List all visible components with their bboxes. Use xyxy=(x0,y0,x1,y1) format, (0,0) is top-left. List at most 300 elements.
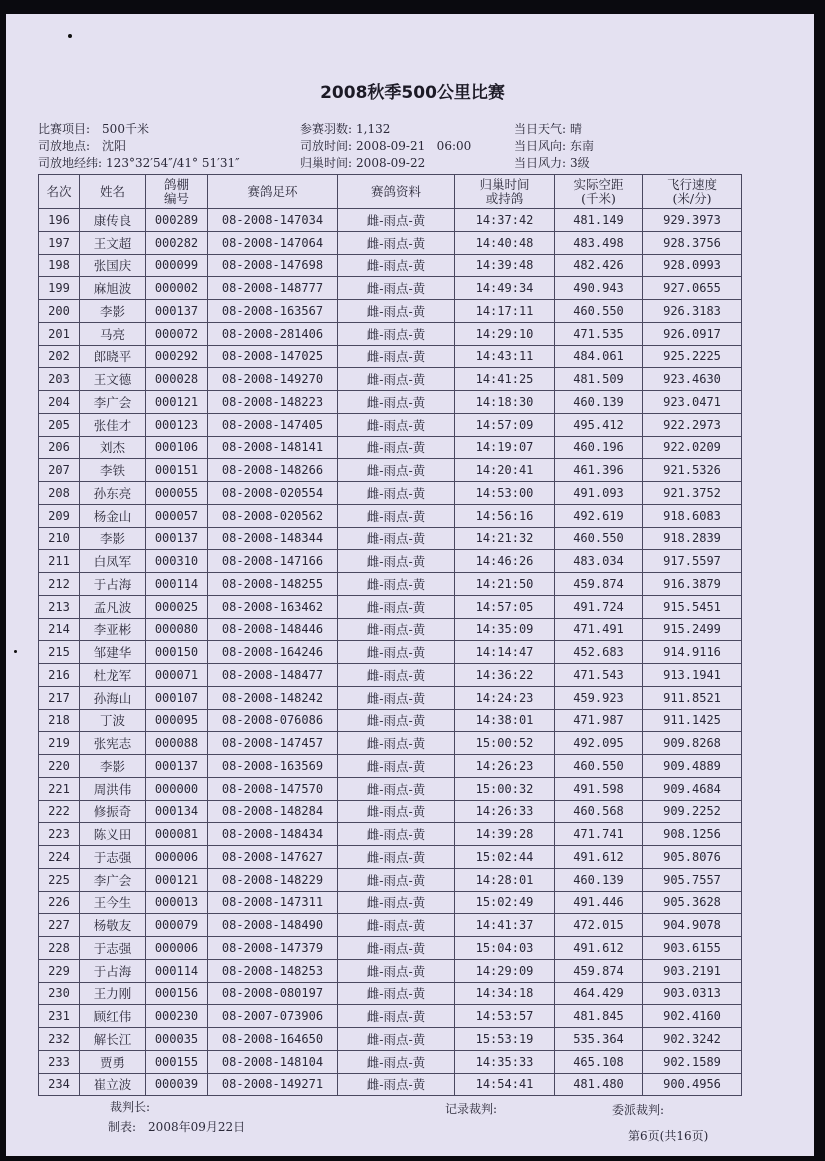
footer-referee: 裁判长: xyxy=(110,1100,151,1114)
scan-speck xyxy=(68,34,72,38)
table-row xyxy=(39,846,742,869)
cell-loft: 000028 xyxy=(146,368,208,391)
cell-loft: 000289 xyxy=(146,209,208,232)
cell-distance: 471.535 xyxy=(555,322,643,345)
cell-distance: 483.498 xyxy=(555,231,643,254)
cell-loft: 000057 xyxy=(146,504,208,527)
cell-speed: 903.0313 xyxy=(643,982,742,1005)
cell-rank: 219 xyxy=(39,732,80,755)
cell-name: 张佳才 xyxy=(80,413,146,436)
info-wind-force xyxy=(514,156,590,170)
cell-return-time: 14:29:09 xyxy=(455,959,555,982)
cell-name: 王文德 xyxy=(80,368,146,391)
cell-pigeon-info: 雌-雨点-黄 xyxy=(338,550,455,573)
cell-speed: 914.9116 xyxy=(643,641,742,664)
cell-speed: 911.8521 xyxy=(643,686,742,709)
cell-name: 陈义田 xyxy=(80,823,146,846)
cell-loft: 000310 xyxy=(146,550,208,573)
cell-return-time: 14:37:42 xyxy=(455,209,555,232)
cell-rank: 209 xyxy=(39,504,80,527)
cell-name: 马亮 xyxy=(80,322,146,345)
cell-pigeon-info: 雌-雨点-黄 xyxy=(338,868,455,891)
cell-ring: 08-2007-073906 xyxy=(208,1005,338,1028)
cell-speed: 916.3879 xyxy=(643,573,742,596)
cell-return-time: 14:19:07 xyxy=(455,436,555,459)
cell-rank: 213 xyxy=(39,595,80,618)
results-table xyxy=(38,174,742,1096)
cell-pigeon-info: 雌-雨点-黄 xyxy=(338,664,455,687)
cell-distance: 459.874 xyxy=(555,573,643,596)
table-row xyxy=(39,254,742,277)
cell-distance: 535.364 xyxy=(555,1028,643,1051)
cell-speed: 902.1589 xyxy=(643,1050,742,1073)
cell-pigeon-info: 雌-雨点-黄 xyxy=(338,573,455,596)
cell-ring: 08-2008-148141 xyxy=(208,436,338,459)
info-value: 123°32′54″/41° 51′31″ xyxy=(106,156,240,170)
cell-speed: 911.1425 xyxy=(643,709,742,732)
cell-rank: 214 xyxy=(39,618,80,641)
table-row xyxy=(39,914,742,937)
cell-ring: 08-2008-148229 xyxy=(208,868,338,891)
cell-return-time: 14:18:30 xyxy=(455,391,555,414)
cell-distance: 460.550 xyxy=(555,755,643,778)
table-row xyxy=(39,937,742,960)
cell-loft: 000013 xyxy=(146,891,208,914)
cell-loft: 000121 xyxy=(146,868,208,891)
cell-speed: 905.7557 xyxy=(643,868,742,891)
cell-name: 张国庆 xyxy=(80,254,146,277)
cell-name: 于志强 xyxy=(80,846,146,869)
cell-pigeon-info: 雌-雨点-黄 xyxy=(338,732,455,755)
cell-speed: 908.1256 xyxy=(643,823,742,846)
table-row xyxy=(39,300,742,323)
cell-return-time: 14:53:57 xyxy=(455,1005,555,1028)
cell-return-time: 14:57:09 xyxy=(455,413,555,436)
cell-pigeon-info: 雌-雨点-黄 xyxy=(338,368,455,391)
cell-speed: 927.0655 xyxy=(643,277,742,300)
cell-pigeon-info: 雌-雨点-黄 xyxy=(338,595,455,618)
cell-speed: 918.2839 xyxy=(643,527,742,550)
cell-speed: 925.2225 xyxy=(643,345,742,368)
cell-pigeon-info: 雌-雨点-黄 xyxy=(338,1050,455,1073)
cell-speed: 929.3973 xyxy=(643,209,742,232)
table-row xyxy=(39,732,742,755)
info-label: 司放时间: xyxy=(300,139,353,153)
cell-return-time: 14:39:28 xyxy=(455,823,555,846)
cell-rank: 233 xyxy=(39,1050,80,1073)
cell-distance: 492.095 xyxy=(555,732,643,755)
cell-ring: 08-2008-080197 xyxy=(208,982,338,1005)
cell-speed: 915.5451 xyxy=(643,595,742,618)
cell-distance: 471.741 xyxy=(555,823,643,846)
cell-loft: 000137 xyxy=(146,755,208,778)
info-label: 当日风力: xyxy=(514,156,567,170)
cell-return-time: 14:24:23 xyxy=(455,686,555,709)
cell-return-time: 14:14:47 xyxy=(455,641,555,664)
cell-pigeon-info: 雌-雨点-黄 xyxy=(338,641,455,664)
cell-return-time: 14:41:25 xyxy=(455,368,555,391)
cell-return-time: 14:20:41 xyxy=(455,459,555,482)
cell-rank: 217 xyxy=(39,686,80,709)
cell-pigeon-info: 雌-雨点-黄 xyxy=(338,277,455,300)
cell-distance: 460.550 xyxy=(555,527,643,550)
cell-rank: 222 xyxy=(39,800,80,823)
cell-distance: 459.923 xyxy=(555,686,643,709)
cell-ring: 08-2008-147166 xyxy=(208,550,338,573)
cell-ring: 08-2008-281406 xyxy=(208,322,338,345)
cell-return-time: 15:04:03 xyxy=(455,937,555,960)
cell-rank: 227 xyxy=(39,914,80,937)
cell-distance: 491.598 xyxy=(555,777,643,800)
cell-speed: 921.3752 xyxy=(643,482,742,505)
cell-distance: 481.149 xyxy=(555,209,643,232)
cell-speed: 904.9078 xyxy=(643,914,742,937)
cell-loft: 000072 xyxy=(146,322,208,345)
cell-loft: 000134 xyxy=(146,800,208,823)
cell-loft: 000000 xyxy=(146,777,208,800)
cell-ring: 08-2008-149270 xyxy=(208,368,338,391)
cell-ring: 08-2008-164650 xyxy=(208,1028,338,1051)
cell-name: 李影 xyxy=(80,755,146,778)
table-row xyxy=(39,550,742,573)
cell-distance: 491.612 xyxy=(555,846,643,869)
cell-rank: 231 xyxy=(39,1005,80,1028)
cell-ring: 08-2008-163567 xyxy=(208,300,338,323)
cell-ring: 08-2008-148477 xyxy=(208,664,338,687)
cell-name: 杨敬友 xyxy=(80,914,146,937)
cell-loft: 000039 xyxy=(146,1073,208,1096)
cell-distance: 482.426 xyxy=(555,254,643,277)
cell-name: 刘杰 xyxy=(80,436,146,459)
cell-rank: 206 xyxy=(39,436,80,459)
cell-ring: 08-2008-148104 xyxy=(208,1050,338,1073)
cell-ring: 08-2008-020562 xyxy=(208,504,338,527)
cell-loft: 000081 xyxy=(146,823,208,846)
table-row xyxy=(39,641,742,664)
cell-distance: 471.543 xyxy=(555,664,643,687)
cell-pigeon-info: 雌-雨点-黄 xyxy=(338,209,455,232)
cell-ring: 08-2008-164246 xyxy=(208,641,338,664)
cell-speed: 903.6155 xyxy=(643,937,742,960)
cell-pigeon-info: 雌-雨点-黄 xyxy=(338,231,455,254)
cell-distance: 461.396 xyxy=(555,459,643,482)
cell-loft: 000107 xyxy=(146,686,208,709)
table-row xyxy=(39,800,742,823)
info-entries xyxy=(300,122,390,136)
cell-return-time: 14:21:32 xyxy=(455,527,555,550)
table-row xyxy=(39,595,742,618)
info-value: 2008-09-21 06:00 xyxy=(356,139,472,153)
cell-loft: 000151 xyxy=(146,459,208,482)
cell-rank: 210 xyxy=(39,527,80,550)
cell-ring: 08-2008-148255 xyxy=(208,573,338,596)
info-release-place xyxy=(38,139,126,153)
cell-ring: 08-2008-163462 xyxy=(208,595,338,618)
cell-name: 杨金山 xyxy=(80,504,146,527)
cell-pigeon-info: 雌-雨点-黄 xyxy=(338,914,455,937)
page-number: 第6页(共16页) xyxy=(628,1129,709,1143)
cell-speed: 909.2252 xyxy=(643,800,742,823)
cell-distance: 484.061 xyxy=(555,345,643,368)
cell-pigeon-info: 雌-雨点-黄 xyxy=(338,686,455,709)
info-value: 晴 xyxy=(570,122,583,136)
cell-pigeon-info: 雌-雨点-黄 xyxy=(338,254,455,277)
cell-distance: 490.943 xyxy=(555,277,643,300)
cell-name: 李亚彬 xyxy=(80,618,146,641)
cell-return-time: 14:34:18 xyxy=(455,982,555,1005)
cell-ring: 08-2008-149271 xyxy=(208,1073,338,1096)
cell-return-time: 14:29:10 xyxy=(455,322,555,345)
table-row xyxy=(39,413,742,436)
cell-distance: 460.139 xyxy=(555,391,643,414)
cell-rank: 223 xyxy=(39,823,80,846)
cell-return-time: 14:17:11 xyxy=(455,300,555,323)
cell-speed: 905.8076 xyxy=(643,846,742,869)
col-time-header: 归巢时间 或持鸽 xyxy=(455,175,555,209)
cell-distance: 472.015 xyxy=(555,914,643,937)
cell-return-time: 14:41:37 xyxy=(455,914,555,937)
cell-return-time: 14:43:11 xyxy=(455,345,555,368)
cell-return-time: 14:38:01 xyxy=(455,709,555,732)
cell-name: 于志强 xyxy=(80,937,146,960)
cell-rank: 212 xyxy=(39,573,80,596)
cell-speed: 909.4684 xyxy=(643,777,742,800)
cell-loft: 000230 xyxy=(146,1005,208,1028)
cell-name: 贾勇 xyxy=(80,1050,146,1073)
footer-record-referee: 记录裁判: xyxy=(445,1102,498,1116)
cell-rank: 218 xyxy=(39,709,80,732)
cell-return-time: 14:39:48 xyxy=(455,254,555,277)
cell-loft: 000292 xyxy=(146,345,208,368)
cell-speed: 928.0993 xyxy=(643,254,742,277)
cell-ring: 08-2008-148266 xyxy=(208,459,338,482)
info-return-time xyxy=(300,156,425,170)
cell-distance: 471.987 xyxy=(555,709,643,732)
cell-rank: 216 xyxy=(39,664,80,687)
cell-pigeon-info: 雌-雨点-黄 xyxy=(338,709,455,732)
cell-ring: 08-2008-148434 xyxy=(208,823,338,846)
cell-name: 于占海 xyxy=(80,959,146,982)
info-value: 1,132 xyxy=(356,122,391,136)
table-row xyxy=(39,368,742,391)
col-ring-header: 赛鸽足环 xyxy=(208,175,338,209)
info-project xyxy=(38,122,149,136)
cell-speed: 918.6083 xyxy=(643,504,742,527)
cell-loft: 000071 xyxy=(146,664,208,687)
cell-return-time: 15:02:44 xyxy=(455,846,555,869)
cell-speed: 909.8268 xyxy=(643,732,742,755)
cell-rank: 198 xyxy=(39,254,80,277)
cell-loft: 000080 xyxy=(146,618,208,641)
cell-loft: 000282 xyxy=(146,231,208,254)
footer-prepared-label: 制表: xyxy=(108,1120,137,1134)
cell-speed: 913.1941 xyxy=(643,664,742,687)
table-row xyxy=(39,982,742,1005)
cell-ring: 08-2008-147405 xyxy=(208,413,338,436)
cell-pigeon-info: 雌-雨点-黄 xyxy=(338,1005,455,1028)
cell-return-time: 14:21:50 xyxy=(455,573,555,596)
cell-name: 李影 xyxy=(80,300,146,323)
cell-name: 周洪伟 xyxy=(80,777,146,800)
cell-return-time: 14:53:00 xyxy=(455,482,555,505)
cell-pigeon-info: 雌-雨点-黄 xyxy=(338,391,455,414)
cell-distance: 491.446 xyxy=(555,891,643,914)
cell-pigeon-info: 雌-雨点-黄 xyxy=(338,891,455,914)
cell-name: 王力刚 xyxy=(80,982,146,1005)
cell-loft: 000155 xyxy=(146,1050,208,1073)
table-row xyxy=(39,231,742,254)
cell-distance: 491.724 xyxy=(555,595,643,618)
cell-pigeon-info: 雌-雨点-黄 xyxy=(338,436,455,459)
cell-name: 王今生 xyxy=(80,891,146,914)
cell-ring: 08-2008-147034 xyxy=(208,209,338,232)
cell-name: 崔立波 xyxy=(80,1073,146,1096)
cell-name: 孟凡波 xyxy=(80,595,146,618)
cell-ring: 08-2008-020554 xyxy=(208,482,338,505)
cell-return-time: 14:36:22 xyxy=(455,664,555,687)
cell-speed: 905.3628 xyxy=(643,891,742,914)
info-label: 当日风向: xyxy=(514,139,567,153)
cell-name: 杜龙军 xyxy=(80,664,146,687)
cell-distance: 491.612 xyxy=(555,937,643,960)
cell-name: 郎晓平 xyxy=(80,345,146,368)
cell-pigeon-info: 雌-雨点-黄 xyxy=(338,300,455,323)
cell-name: 孙东亮 xyxy=(80,482,146,505)
cell-name: 邹建华 xyxy=(80,641,146,664)
cell-speed: 909.4889 xyxy=(643,755,742,778)
table-row xyxy=(39,709,742,732)
cell-name: 顾红伟 xyxy=(80,1005,146,1028)
cell-pigeon-info: 雌-雨点-黄 xyxy=(338,755,455,778)
col-rank-header: 名次 xyxy=(39,175,80,209)
info-coords xyxy=(38,156,240,170)
cell-name: 白凤军 xyxy=(80,550,146,573)
cell-distance: 460.568 xyxy=(555,800,643,823)
table-row xyxy=(39,823,742,846)
cell-rank: 208 xyxy=(39,482,80,505)
cell-distance: 471.491 xyxy=(555,618,643,641)
table-row xyxy=(39,755,742,778)
cell-loft: 000106 xyxy=(146,436,208,459)
cell-name: 康传良 xyxy=(80,209,146,232)
cell-pigeon-info: 雌-雨点-黄 xyxy=(338,846,455,869)
cell-return-time: 14:35:09 xyxy=(455,618,555,641)
cell-rank: 199 xyxy=(39,277,80,300)
page-title: 2008秋季500公里比赛 xyxy=(320,83,505,103)
cell-loft: 000025 xyxy=(146,595,208,618)
cell-return-time: 14:57:05 xyxy=(455,595,555,618)
table-row xyxy=(39,868,742,891)
cell-pigeon-info: 雌-雨点-黄 xyxy=(338,937,455,960)
cell-speed: 922.0209 xyxy=(643,436,742,459)
info-release-time xyxy=(300,139,471,153)
cell-ring: 08-2008-148777 xyxy=(208,277,338,300)
cell-loft: 000006 xyxy=(146,937,208,960)
cell-ring: 08-2008-076086 xyxy=(208,709,338,732)
cell-speed: 917.5597 xyxy=(643,550,742,573)
cell-rank: 230 xyxy=(39,982,80,1005)
footer-prepared xyxy=(108,1118,245,1135)
table-row xyxy=(39,618,742,641)
cell-speed: 900.4956 xyxy=(643,1073,742,1096)
cell-pigeon-info: 雌-雨点-黄 xyxy=(338,959,455,982)
table-row xyxy=(39,277,742,300)
table-row xyxy=(39,1050,742,1073)
cell-name: 解长江 xyxy=(80,1028,146,1051)
cell-speed: 902.4160 xyxy=(643,1005,742,1028)
col-speed-header: 飞行速度 (米/分) xyxy=(643,175,742,209)
table-row xyxy=(39,459,742,482)
cell-distance: 481.509 xyxy=(555,368,643,391)
cell-rank: 228 xyxy=(39,937,80,960)
table-row xyxy=(39,391,742,414)
cell-distance: 481.845 xyxy=(555,1005,643,1028)
cell-name: 孙海山 xyxy=(80,686,146,709)
cell-pigeon-info: 雌-雨点-黄 xyxy=(338,504,455,527)
cell-distance: 492.619 xyxy=(555,504,643,527)
cell-rank: 203 xyxy=(39,368,80,391)
cell-loft: 000150 xyxy=(146,641,208,664)
cell-speed: 928.3756 xyxy=(643,231,742,254)
cell-loft: 000079 xyxy=(146,914,208,937)
cell-rank: 226 xyxy=(39,891,80,914)
cell-name: 张宪志 xyxy=(80,732,146,755)
info-value: 2008-09-22 xyxy=(356,156,426,170)
table-row xyxy=(39,777,742,800)
cell-rank: 202 xyxy=(39,345,80,368)
footer-prepared-date: 2008年09月22日 xyxy=(148,1120,246,1134)
info-label: 司放地经纬: xyxy=(38,156,103,170)
info-label: 归巢时间: xyxy=(300,156,353,170)
col-info-header: 赛鸽资料 xyxy=(338,175,455,209)
cell-return-time: 14:35:33 xyxy=(455,1050,555,1073)
cell-ring: 08-2008-147698 xyxy=(208,254,338,277)
cell-return-time: 14:49:34 xyxy=(455,277,555,300)
cell-name: 修振奇 xyxy=(80,800,146,823)
table-row xyxy=(39,482,742,505)
cell-pigeon-info: 雌-雨点-黄 xyxy=(338,527,455,550)
table-row xyxy=(39,345,742,368)
info-label: 当日天气: xyxy=(514,122,567,136)
cell-pigeon-info: 雌-雨点-黄 xyxy=(338,982,455,1005)
cell-pigeon-info: 雌-雨点-黄 xyxy=(338,1028,455,1051)
table-row xyxy=(39,664,742,687)
cell-rank: 201 xyxy=(39,322,80,345)
cell-name: 李铁 xyxy=(80,459,146,482)
cell-rank: 225 xyxy=(39,868,80,891)
cell-speed: 921.5326 xyxy=(643,459,742,482)
info-value: 东南 xyxy=(570,139,595,153)
cell-return-time: 15:53:19 xyxy=(455,1028,555,1051)
cell-pigeon-info: 雌-雨点-黄 xyxy=(338,618,455,641)
cell-rank: 221 xyxy=(39,777,80,800)
cell-distance: 459.874 xyxy=(555,959,643,982)
cell-rank: 204 xyxy=(39,391,80,414)
cell-rank: 232 xyxy=(39,1028,80,1051)
cell-speed: 922.2973 xyxy=(643,413,742,436)
cell-loft: 000002 xyxy=(146,277,208,300)
cell-rank: 211 xyxy=(39,550,80,573)
cell-ring: 08-2008-148284 xyxy=(208,800,338,823)
info-label: 参赛羽数: xyxy=(300,122,353,136)
cell-ring: 08-2008-163569 xyxy=(208,755,338,778)
scan-speck xyxy=(14,650,17,653)
cell-loft: 000099 xyxy=(146,254,208,277)
cell-speed: 926.0917 xyxy=(643,322,742,345)
table-row xyxy=(39,959,742,982)
cell-ring: 08-2008-148253 xyxy=(208,959,338,982)
cell-pigeon-info: 雌-雨点-黄 xyxy=(338,413,455,436)
